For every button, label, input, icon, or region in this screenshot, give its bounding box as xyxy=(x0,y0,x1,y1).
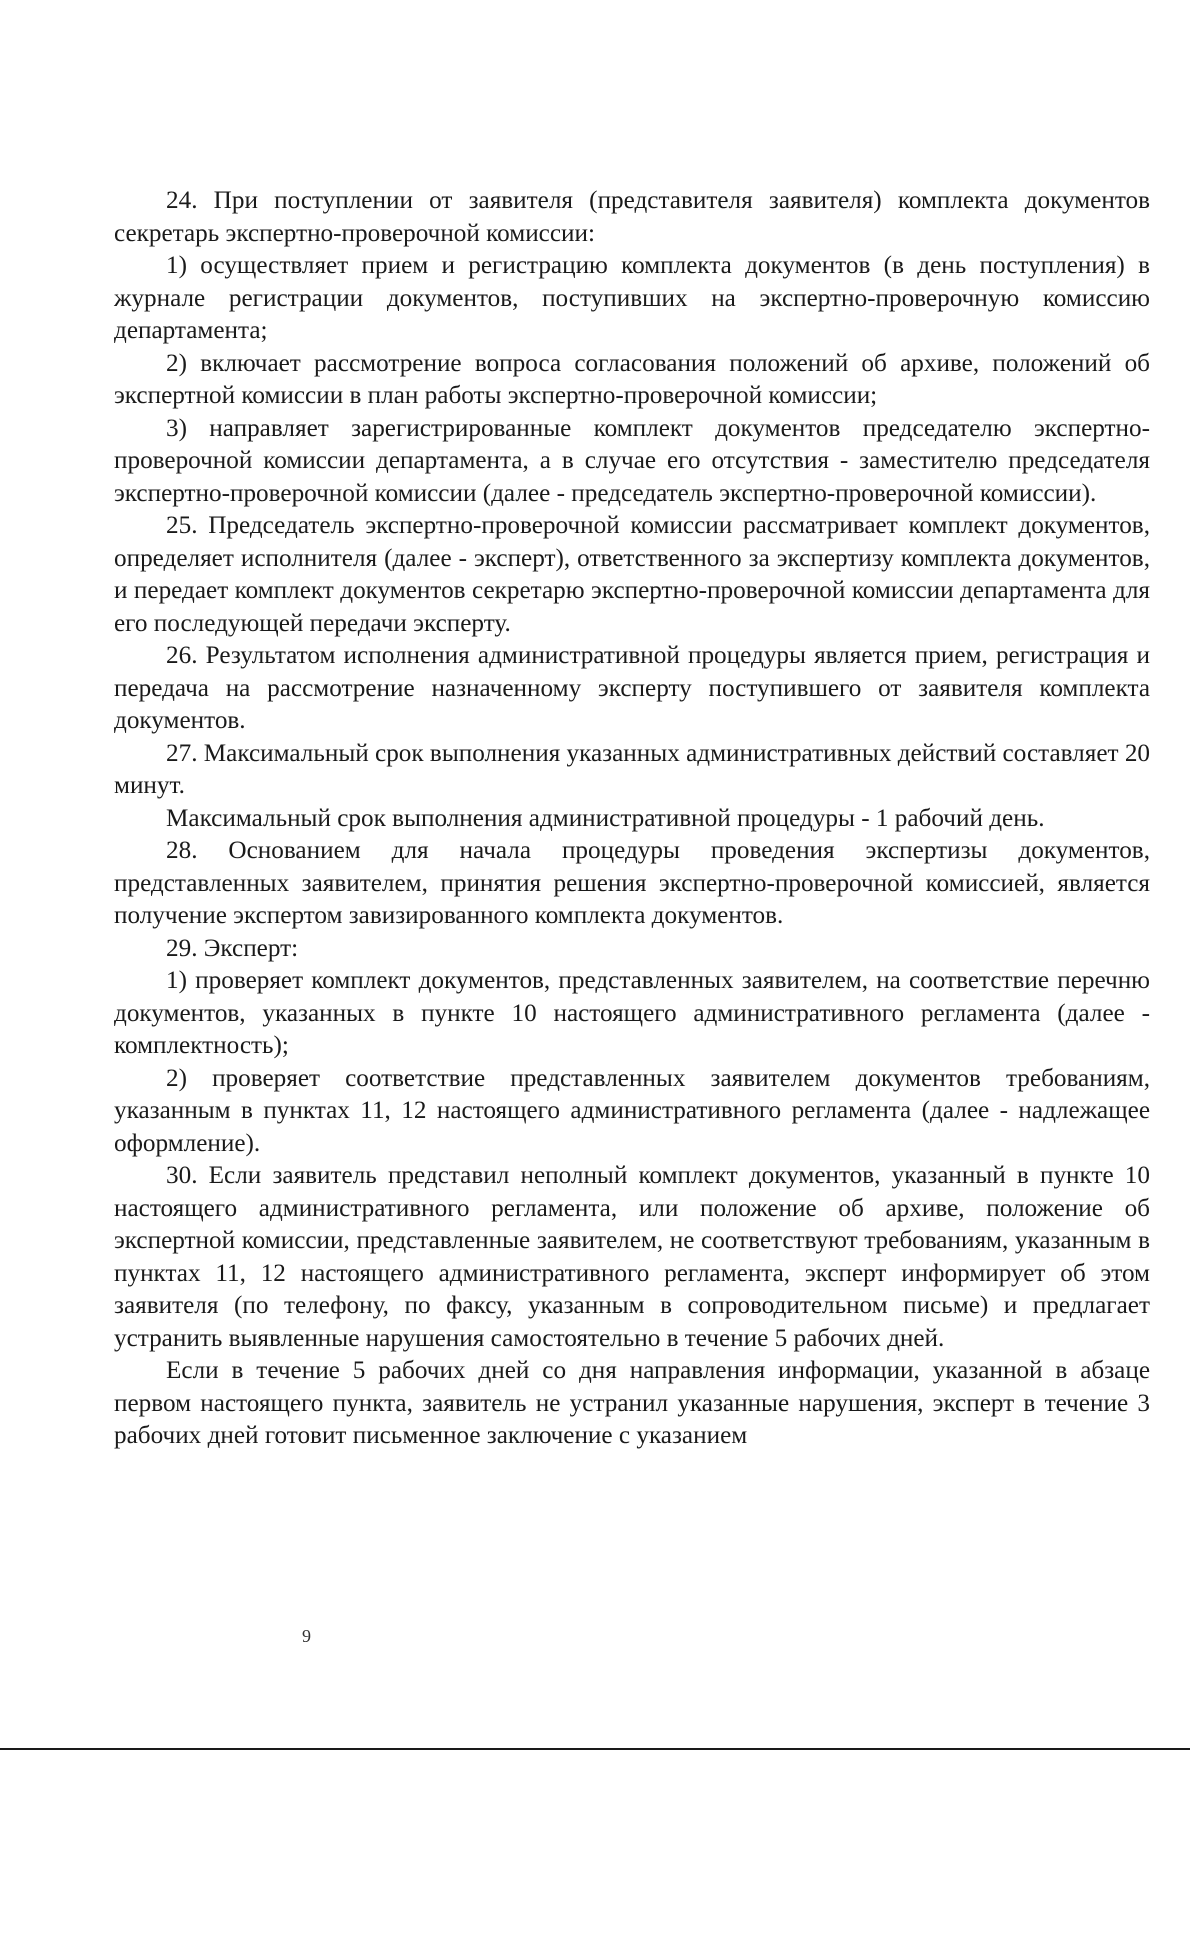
paragraph-29-item-2: 2) проверяет соответствие представленных заявителем документов требованиям, указанным в пунктах 11, 12 настоящего административного регламента (далее - надлежащее оформление). xyxy=(114,1064,1150,1157)
paragraph-30-continued: Если в течение 5 рабочих дней со дня направления информации, указанной в абзаце первом настоящего пункта, заявитель не устранил указанные нарушения, эксперт в течение 3 рабочих дней готовит письменное заключение с указанием xyxy=(114,1357,1150,1449)
paragraph-27-max-term: Максимальный срок выполнения административной процедуры - 1 рабочий день. xyxy=(166,804,1045,832)
document-body xyxy=(114,185,1150,1453)
page-number: 9 xyxy=(302,1626,311,1646)
paragraph-24: 24. При поступлении от заявителя (представителя заявителя) комплекта документов секретарь экспертно-проверочной комиссии: xyxy=(114,187,1150,247)
paragraph-24-item-3: 3) направляет зарегистрированные комплект документов председателю экспертно-проверочной комиссии департамента, а в случае его отсутствия - заместителю председателя экспертно-проверочной комиссии (далее - председатель экспертно-проверочной комиссии). xyxy=(114,414,1150,507)
bottom-rule xyxy=(0,1748,1190,1750)
paragraph-26: 26. Результатом исполнения административной процедуры является прием, регистрация и передача на рассмотрение назначенному эксперту поступившего от заявителя комплекта документов. xyxy=(114,642,1150,734)
paragraph-25: 25. Председатель экспертно-проверочной комиссии рассматривает комплект документов, определяет исполнителя (далее - эксперт), ответственного за экспертизу комплекта документов, и передает комплект документов секретарю экспертно-проверочной комиссии департамента для его последующей передачи эксперту. xyxy=(114,512,1150,637)
paragraph-24-item-1: 1) осуществляет прием и регистрацию комплекта документов (в день поступления) в журнале регистрации документов, поступивших на экспертно-проверочную комиссию департамента; xyxy=(114,252,1150,344)
paragraph-30: 30. Если заявитель представил неполный комплект документов, указанный в пункте 10 настоящего административного регламента, или положение об архиве, положение об экспертной комиссии, представленные заявителем, не соответствуют требованиям, указанным в пунктах 11, 12 настоящего административного регламента, эксперт информирует об этом заявителя (по телефону, по факсу, указанным в сопроводительном письме) и предлагает устранить выявленные нарушения самостоятельно в течение 5 рабочих дней. xyxy=(114,1162,1150,1352)
paragraph-24-item-2: 2) включает рассмотрение вопроса согласования положений об архиве, положений об экспертной комиссии в план работы экспертно-проверочной комиссии; xyxy=(114,349,1150,409)
paragraph-29-item-1: 1) проверяет комплект документов, представленных заявителем, на соответствие перечню документов, указанных в пункте 10 настоящего административного регламента (далее - комплектность); xyxy=(114,967,1150,1059)
paragraph-27: 27. Максимальный срок выполнения указанных административных действий составляет 20 минут. xyxy=(114,739,1151,799)
paragraph-29: 29. Эксперт: xyxy=(166,934,299,962)
paragraph-28: 28. Основанием для начала процедуры проведения экспертизы документов, представленных заявителем, принятия решения экспертно-проверочной комиссией, является получение экспертом завизированного комплекта документов. xyxy=(114,837,1150,929)
